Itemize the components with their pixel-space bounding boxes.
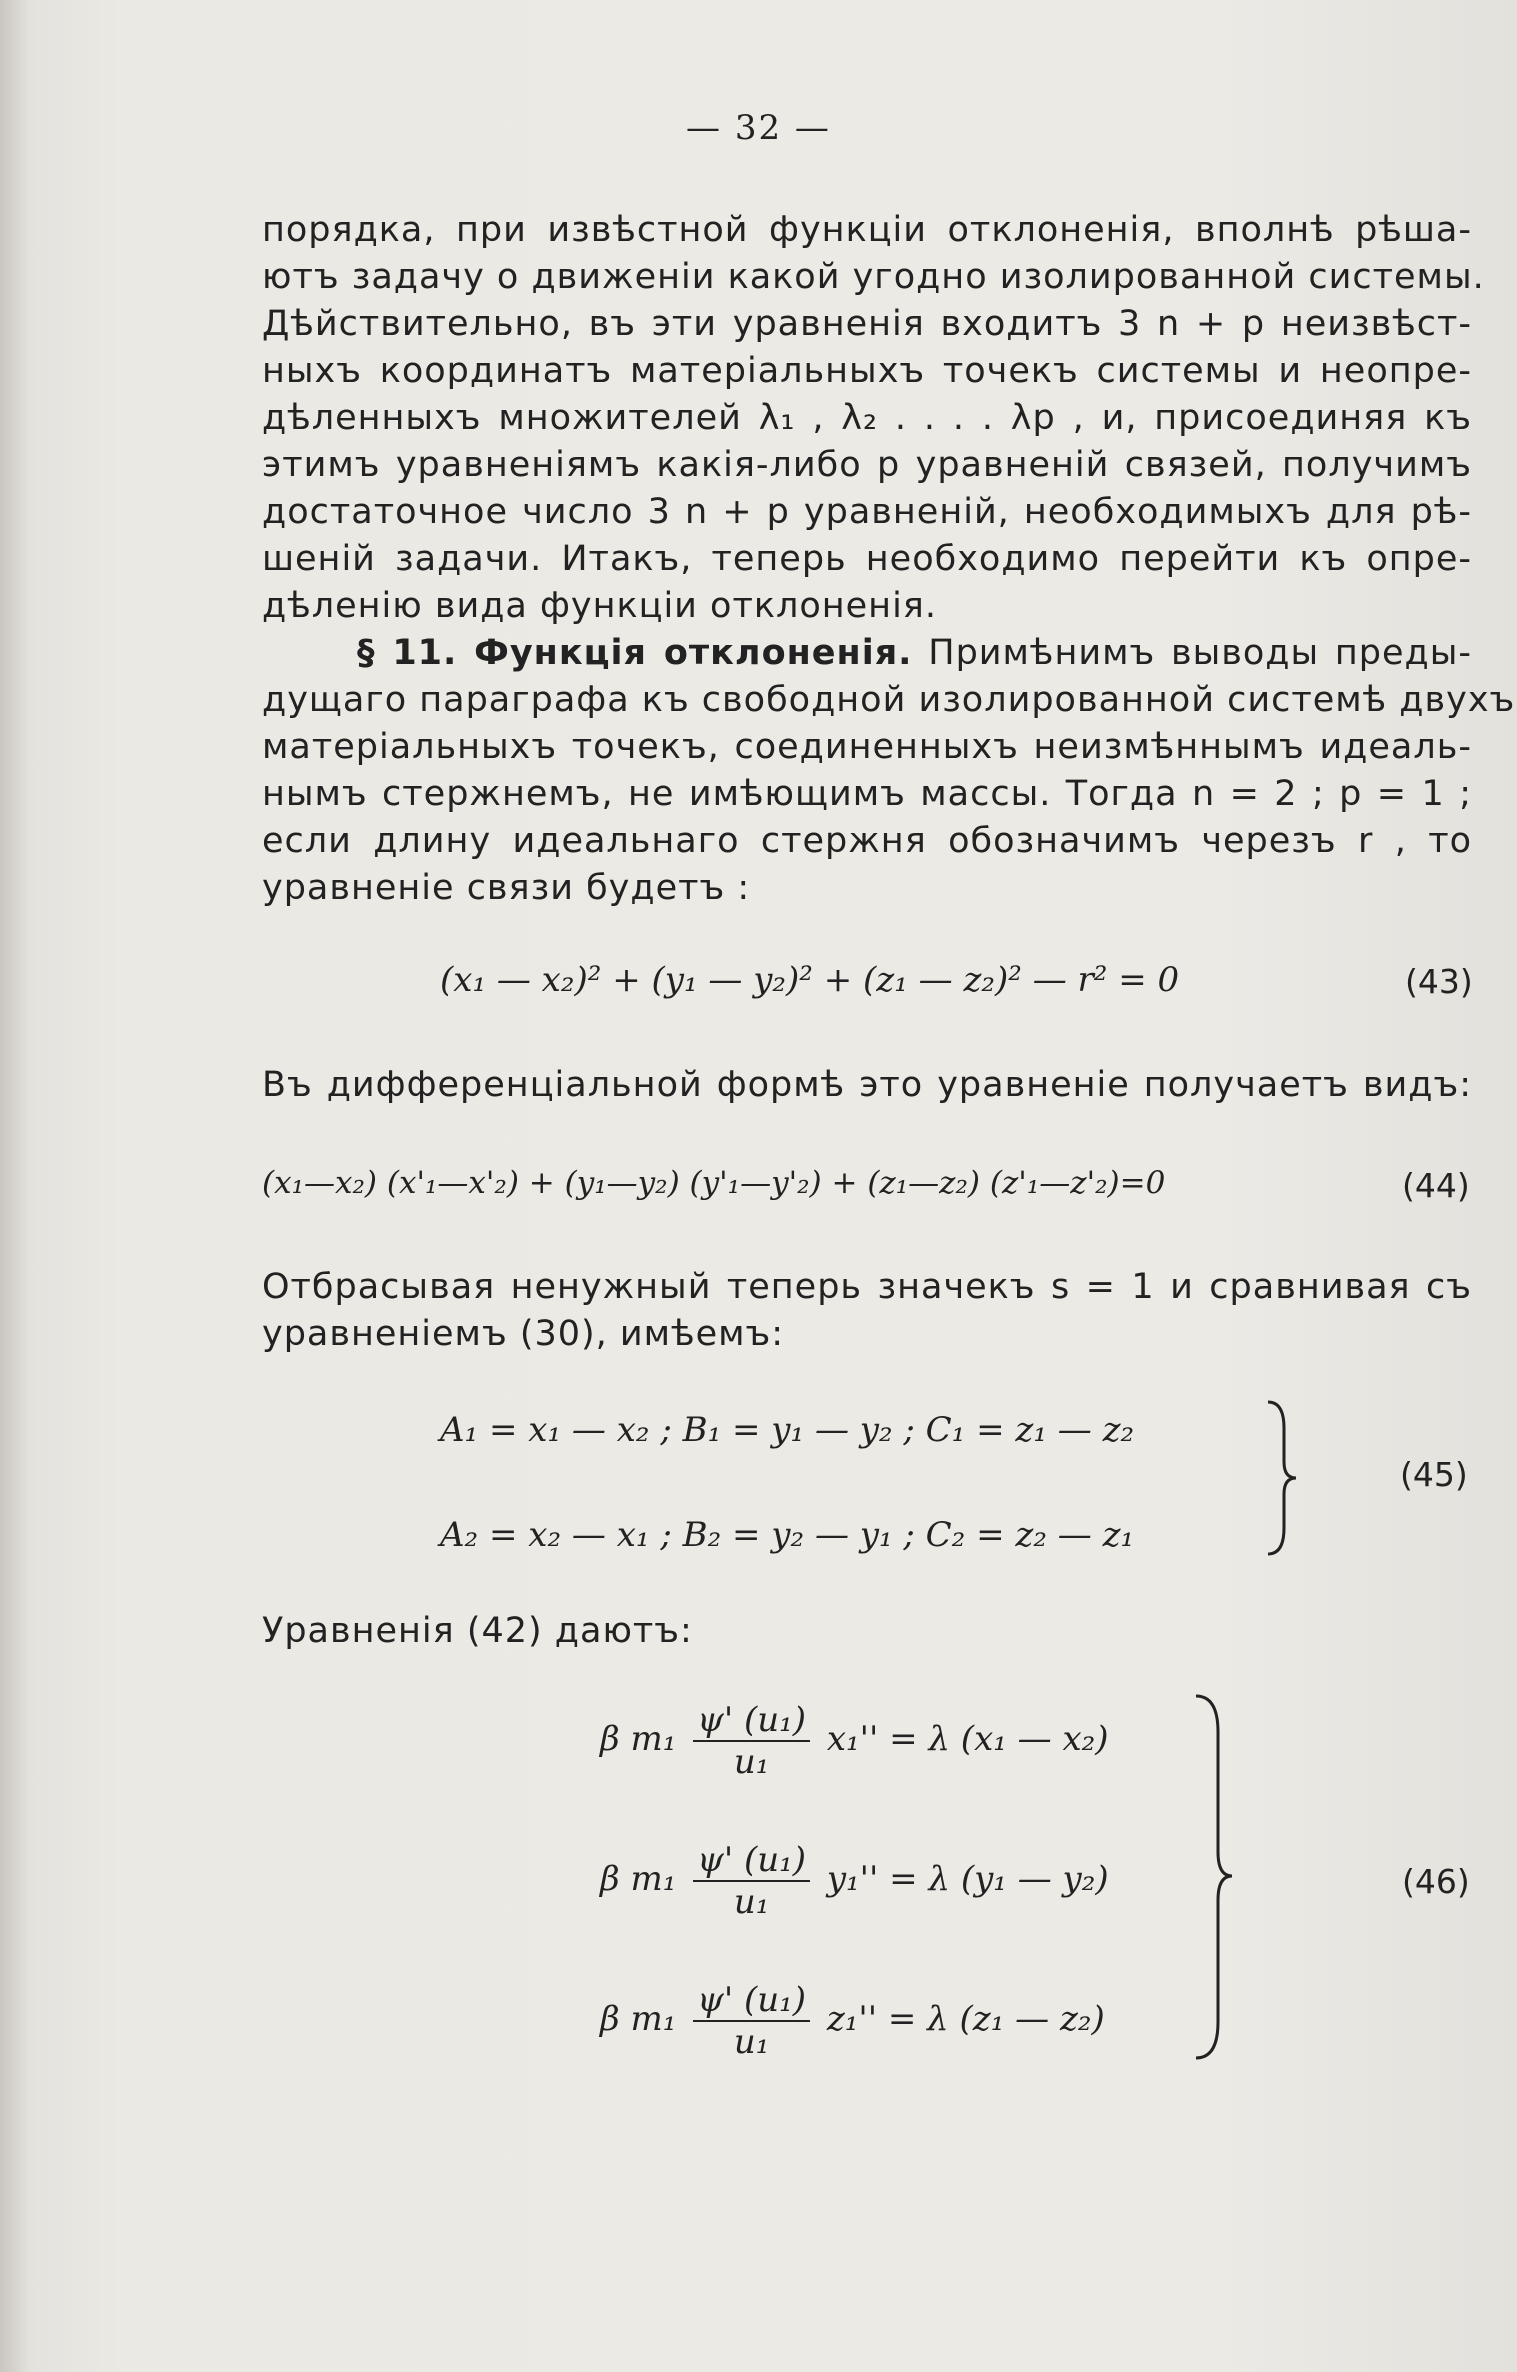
gutter-shadow <box>0 0 30 2372</box>
beta-m1: β m₁ <box>600 1999 677 2039</box>
text-line: порядка, при извѣстной функціи отклоненія, вполнѣ рѣша- <box>262 210 1472 250</box>
text-line: Отбрасывая ненужный теперь значекъ s = 1 и сравнивая съ <box>262 1267 1472 1307</box>
fraction-numerator: ψ' (u₁) <box>693 1840 810 1882</box>
text-line: уравненіемъ (30), имѣемъ: <box>262 1314 785 1354</box>
fraction <box>693 1840 810 1922</box>
equation-number-43: (43) <box>1405 962 1473 1001</box>
section-heading: § 11. Функція отклоненія. <box>357 633 913 673</box>
paragraph-4 <box>262 1608 1472 1655</box>
equation-rhs: x₁'' = λ (x₁ — x₂) <box>826 1719 1109 1759</box>
equation-46-line-1 <box>600 1700 1109 1782</box>
text-line: Въ дифференціальной формѣ это уравненіе получаетъ видъ: <box>262 1065 1472 1105</box>
right-brace-45 <box>1262 1398 1302 1558</box>
equation-number-45: (45) <box>1400 1455 1468 1494</box>
text-line: шеній задачи. Итакъ, теперь необходимо перейти къ опре- <box>262 539 1472 579</box>
text-line: достаточное число 3 n + p уравненій, необходимыхъ для рѣ- <box>262 492 1472 532</box>
text-line: ютъ задачу о движеніи какой угодно изолированной системы. <box>262 257 1485 297</box>
equation-46-line-3 <box>600 1980 1105 2062</box>
fraction <box>693 1700 810 1782</box>
text-line: нымъ стержнемъ, не имѣющимъ массы. Тогда n = 2 ; p = 1 ; <box>262 774 1472 814</box>
text-line: этимъ уравненіямъ какія-либо p уравненій связей, получимъ <box>262 445 1472 485</box>
text-line: Дѣйствительно, въ эти уравненія входитъ 3 n + p неизвѣст- <box>262 304 1472 344</box>
text-line: уравненіе связи будетъ : <box>262 868 751 908</box>
beta-m1: β m₁ <box>600 1719 677 1759</box>
text-line: матеріальныхъ точекъ, соединенныхъ неизмѣннымъ идеаль- <box>262 727 1472 767</box>
equation-rhs: z₁'' = λ (z₁ — z₂) <box>826 1999 1105 2039</box>
page-number: — 32 — <box>686 108 831 148</box>
beta-m1: β m₁ <box>600 1859 677 1899</box>
fraction-denominator: u₁ <box>733 2022 770 2062</box>
paragraph-1 <box>262 207 1485 630</box>
equation-number-44: (44) <box>1402 1166 1470 1205</box>
fraction-denominator: u₁ <box>733 1742 770 1782</box>
fraction <box>693 1980 810 2062</box>
section-first-line-text: Примѣнимъ выводы преды- <box>928 633 1472 673</box>
text-line: если длину идеальнаго стержня обозначимъ черезъ r , то <box>262 821 1472 861</box>
equation-43: (x₁ — x₂)² + (y₁ — y₂)² + (z₁ — z₂)² — r² = 0 <box>440 960 1180 1000</box>
fraction-numerator: ψ' (u₁) <box>693 1700 810 1742</box>
text-line: дѣленію вида функціи отклоненія. <box>262 586 937 626</box>
paragraph-2 <box>262 1062 1472 1109</box>
equation-45-line-1: A₁ = x₁ — x₂ ; B₁ = y₁ — y₂ ; C₁ = z₁ — z₂ <box>440 1410 1135 1450</box>
equation-46-line-2 <box>600 1840 1109 1922</box>
fraction-numerator: ψ' (u₁) <box>693 1980 810 2022</box>
section-11 <box>262 630 1516 912</box>
equation-rhs: y₁'' = λ (y₁ — y₂) <box>826 1859 1109 1899</box>
text-line: ныхъ координатъ матеріальныхъ точекъ системы и неопре- <box>262 351 1472 391</box>
fraction-denominator: u₁ <box>733 1882 770 1922</box>
text-line <box>262 630 1472 677</box>
text-line: дущаго параграфа къ свободной изолированной системѣ двухъ <box>262 680 1516 720</box>
right-brace-46 <box>1190 1692 1240 2062</box>
paragraph-3 <box>262 1264 1472 1358</box>
equation-44: (x₁—x₂) (x'₁—x'₂) + (y₁—y₂) (y'₁—y'₂) + (z₁—z₂) (z'₁—z'₂)=0 <box>262 1165 1166 1201</box>
text-line: дѣленныхъ множителей λ₁ , λ₂ . . . . λp , и, присоединяя къ <box>262 398 1472 438</box>
text-line: Уравненія (42) даютъ: <box>262 1611 693 1651</box>
equation-45-line-2: A₂ = x₂ — x₁ ; B₂ = y₂ — y₁ ; C₂ = z₂ — z₁ <box>440 1515 1135 1555</box>
equation-number-46: (46) <box>1402 1862 1470 1901</box>
